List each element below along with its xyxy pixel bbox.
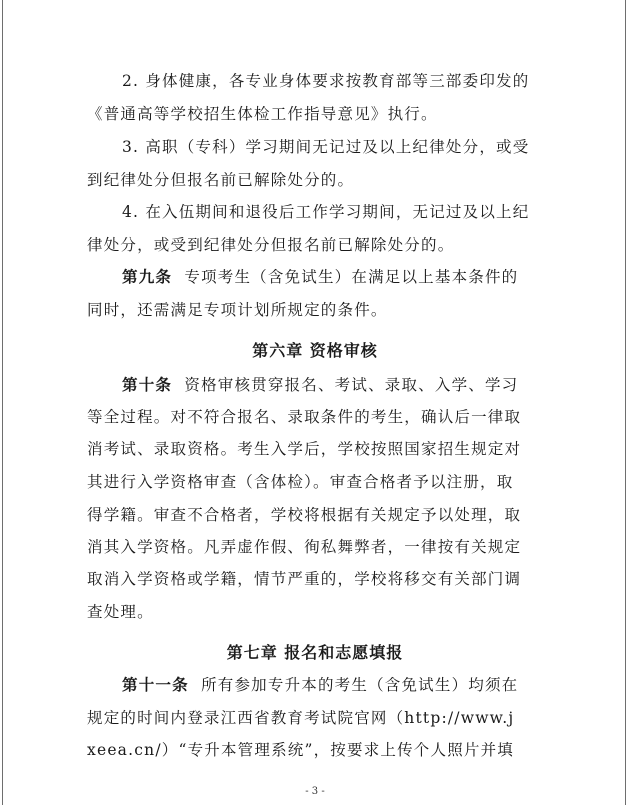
paragraph-line: 3. 高职（专科）学习期间无记过及以上纪律处分，或受 (122, 138, 530, 156)
paragraph-text: 专项考生（含免试生）在满足以上基本条件的 (184, 268, 519, 286)
paragraph-line: 查处理。 (87, 603, 154, 621)
paragraph-line: 规定的时间内登录江西省教育考试院官网（http://www.j (87, 709, 515, 727)
paragraph-line: 到纪律处分但报名前已解除处分的。 (87, 171, 355, 189)
paragraph-line: 取消入学资格或学籍，情节严重的，学校将移交有关部门调 (87, 570, 522, 588)
chapter-heading: 第六章 资格审核 (252, 341, 378, 360)
article-label: 第九条 (122, 268, 173, 286)
paragraph-line: 《普通高等学校招生体检工作指导意见》执行。 (87, 105, 438, 123)
paragraph-line: 4. 在入伍期间和退役后工作学习期间，无记过及以上纪 (122, 203, 530, 221)
page-border-right (625, 0, 626, 805)
paragraph-text: 资格审核贯穿报名、考试、录取、入学、学习 (184, 376, 519, 394)
page-border-left (2, 0, 3, 805)
article-label: 第十一条 (122, 676, 189, 694)
paragraph-line: 2. 身体健康，各专业身体要求按教育部等三部委印发的 (122, 72, 530, 90)
paragraph-line: 得学籍。审查不合格者，学校将根据有关规定予以处理，取 (87, 506, 522, 524)
paragraph-text: 所有参加专升本的考生（含免试生）均须在 (201, 676, 519, 694)
paragraph-line: 同时，还需满足专项计划所规定的条件。 (87, 301, 388, 319)
paragraph-line: 消考试、录取资格。考生入学后，学校按照国家招生规定对 (87, 440, 522, 458)
paragraph-line: 等全过程。对不符合报名、录取条件的考生，确认后一律取 (87, 408, 522, 426)
article-10-first-line (122, 375, 518, 395)
article-9-first-line (122, 267, 518, 287)
paragraph-line: xeea.cn/）“专升本管理系统”，按要求上传个人照片并填 (87, 741, 514, 759)
paragraph-line: 消其入学资格。凡弄虚作假、徇私舞弊者，一律按有关规定 (87, 538, 522, 556)
page-number: - 3 - (305, 786, 325, 797)
paragraph-line: 其进行入学资格审查（含体检）。审查合格者予以注册，取 (87, 473, 514, 491)
article-11-first-line (122, 675, 518, 695)
article-label: 第十条 (122, 376, 173, 394)
chapter-heading: 第七章 报名和志愿填报 (226, 643, 404, 662)
paragraph-line: 律处分，或受到纪律处分但报名前已解除处分的。 (87, 236, 455, 254)
